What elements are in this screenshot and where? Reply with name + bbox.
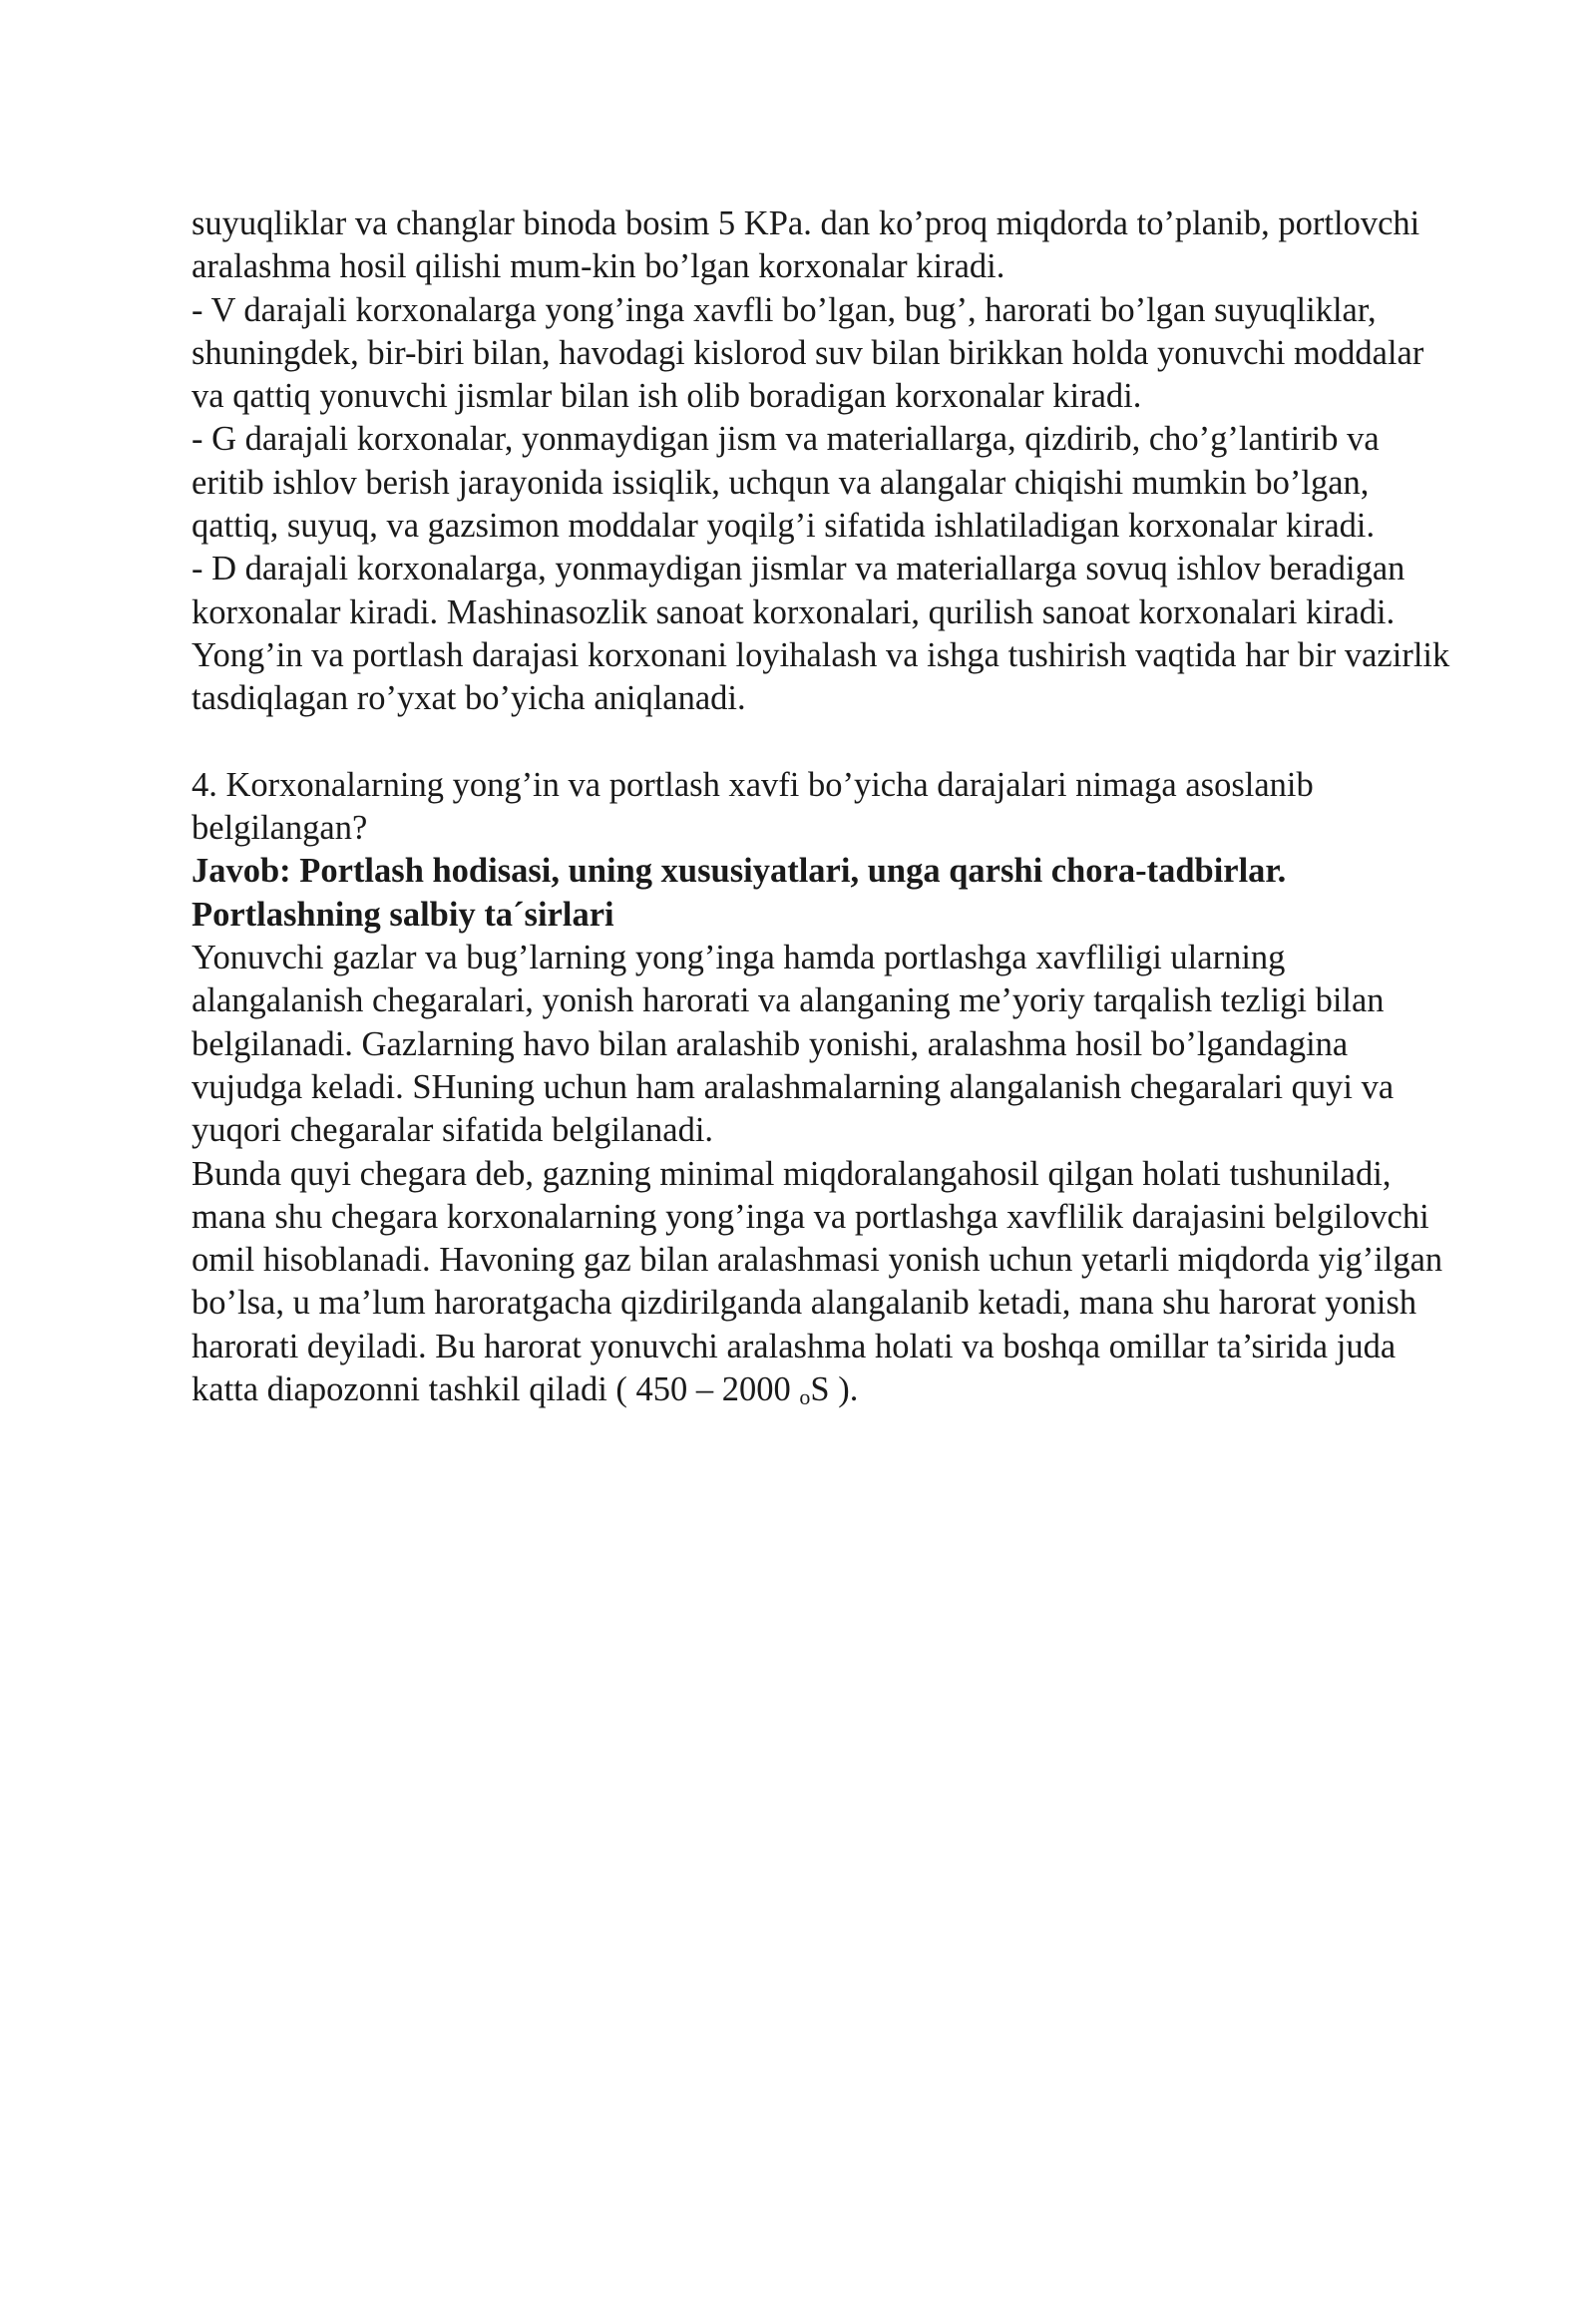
text-line: Bunda quyi chegara deb, gazning minimal miqdoralangahosil qilgan holati tushuniladi, — [192, 1154, 1392, 1193]
question-line: belgilangan? — [192, 809, 368, 848]
text-line: - G darajali korxonalar, yonmaydigan jism va materiallarga, qizdirib, cho’g’lantirib va — [192, 420, 1380, 459]
text-line: - D darajali korxonalarga, yonmaydigan jismlar va materiallarga sovuq ishlov beradigan — [192, 550, 1405, 588]
text-line: Yonuvchi gazlar va bug’larning yong’inga hamda portlashga xavfliligi ularning — [192, 939, 1286, 977]
last-line-unit: S ). — [810, 1370, 859, 1409]
text-line: shuningdek, bir-biri bilan, havodagi kislorod suv bilan birikkan holda yonuvchi moddalar — [192, 333, 1424, 372]
answer-heading: Javob: Portlash hodisasi, uning xususiyatlari, unga qarshi chora-tadbirlar. — [192, 852, 1287, 891]
text-line: va qattiq yonuvchi jismlar bilan ish olib boradigan korxonalar kiradi. — [192, 377, 1142, 416]
blank-line — [192, 721, 1583, 764]
text-line: eritib ishlov berish jarayonida issiqlik, uchqun va alangalar chiqishi mumkin bo’lgan, — [192, 463, 1370, 502]
text-line: harorati deyiladi. Bu harorat yonuvchi aralashma holati va boshqa omillar ta’sirida juda — [192, 1327, 1396, 1365]
document-body — [192, 202, 1583, 1418]
text-line: omil hisoblanadi. Havoning gaz bilan aralashmasi yonish uchun yetarli miqdorda yig’ilgan — [192, 1241, 1443, 1280]
text-line: qattiq, suyuq, va gazsimon moddalar yoqilg’i sifatida ishlatiladigan korxonalar kiradi. — [192, 507, 1376, 546]
text-line: belgilanadi. Gazlarning havo bilan aralashib yonishi, aralashma hosil bo’lgandagina — [192, 1024, 1349, 1063]
last-line-text: katta diapozonni tashkil qiladi ( 450 – 2000 — [192, 1370, 800, 1409]
text-line: yuqori chegaralar sifatida belgilanadi. — [192, 1111, 714, 1150]
degree-subscript: o — [799, 1384, 811, 1410]
text-line: Yong’in va portlash darajasi korxonani loyihalash va ishga tushirish vaqtida har bir vazirlik — [192, 635, 1450, 674]
text-line: alangalanish chegaralari, yonish harorati va alanganing me’yoriy tarqalish tezligi bilan — [192, 981, 1385, 1020]
answer-heading: Portlashning salbiy ta´sirlari — [192, 895, 614, 934]
text-line: korxonalar kiradi. Mashinasozlik sanoat korxonalari, qurilish sanoat korxonalari kiradi. — [192, 592, 1396, 631]
last-text-line — [192, 1368, 1583, 1418]
text-line: mana shu chegara korxonalarning yong’inga va portlashga xavflilik darajasini belgilovchi — [192, 1197, 1429, 1236]
text-line: tasdiqlagan ro’yxat bo’yicha aniqlanadi. — [192, 679, 746, 718]
text-line: bo’lsa, u ma’lum haroratgacha qizdirilganda alangalanib ketadi, mana shu harorat yonish — [192, 1284, 1417, 1323]
text-line: suyuqliklar va changlar binoda bosim 5 KPa. dan ko’proq miqdorda to’planib, portlovchi — [192, 204, 1420, 242]
text-line: - V darajali korxonalarga yong’inga xavfli bo’lgan, bug’, harorati bo’lgan suyuqliklar, — [192, 290, 1377, 329]
text-line: aralashma hosil qilishi mum-kin bo’lgan korxonalar kiradi. — [192, 247, 1005, 286]
text-line: vujudga keladi. SHuning uchun ham aralashmalarning alangalanish chegaralari quyi va — [192, 1067, 1395, 1106]
question-line: 4. Korxonalarning yong’in va portlash xavfi bo’yicha darajalari nimaga asoslanib — [192, 765, 1314, 804]
